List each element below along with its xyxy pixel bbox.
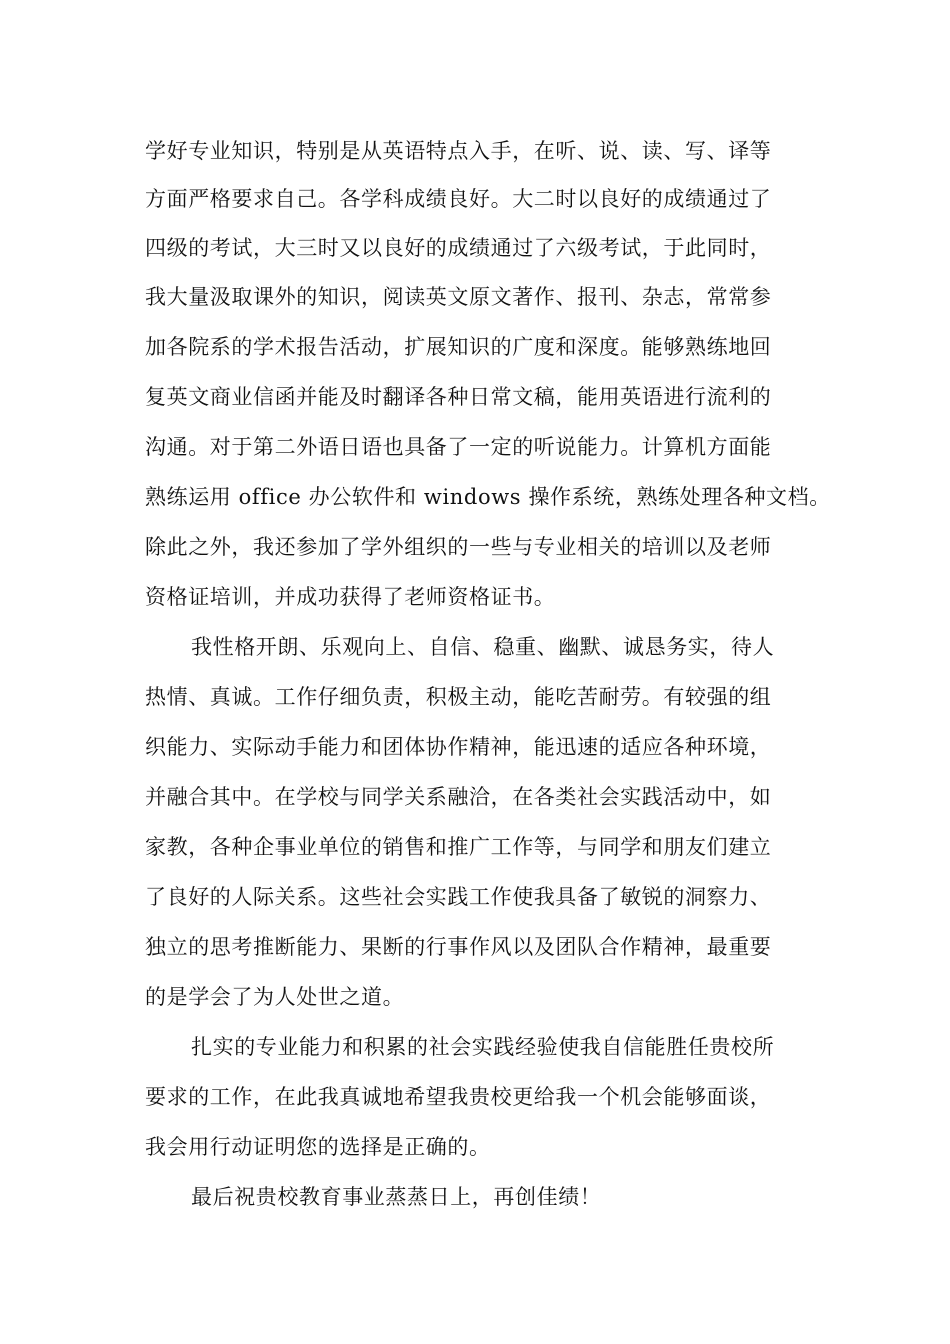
text-line: 织能力、实际动手能力和团体协作精神，能迅速的适应各种环境， <box>145 735 772 759</box>
text-line: 了良好的人际关系。这些社会实践工作使我具备了敏锐的洞察力、 <box>145 885 772 909</box>
text-line: 我大量汲取课外的知识，阅读英文原文著作、报刊、杂志，常常参 <box>145 285 772 309</box>
text-line: 并融合其中。在学校与同学关系融洽，在各类社会实践活动中，如 <box>145 785 772 809</box>
text-line: 资格证培训，并成功获得了老师资格证书。 <box>145 585 556 609</box>
text-line: 除此之外，我还参加了学外组织的一些与专业相关的培训以及老师 <box>145 535 772 559</box>
text-line: 热情、真诚。工作仔细负责，积极主动，能吃苦耐劳。有较强的组 <box>145 685 772 709</box>
paragraph-first-line: 扎实的专业能力和积累的社会实践经验使我自信能胜任贵校所 <box>191 1035 775 1059</box>
closing-line: 最后祝贵校教育事业蒸蒸日上，再创佳绩！ <box>191 1185 602 1209</box>
text-line: 我会用行动证明您的选择是正确的。 <box>145 1135 491 1159</box>
text-line: 沟通。对于第二外语日语也具备了一定的听说能力。计算机方面能 <box>145 435 772 459</box>
text-line: 加各院系的学术报告活动，扩展知识的广度和深度。能够熟练地回 <box>145 335 772 359</box>
text-line: 要求的工作，在此我真诚地希望我贵校更给我一个机会能够面谈， <box>145 1085 772 1109</box>
text-line: 熟练运用 office 办公软件和 windows 操作系统，熟练处理各种文档。 <box>145 485 831 509</box>
text-line: 四级的考试，大三时又以良好的成绩通过了六级考试，于此同时， <box>145 236 772 260</box>
text-line: 复英文商业信函并能及时翻译各种日常文稿，能用英语进行流利的 <box>145 385 772 409</box>
paragraph-first-line: 我性格开朗、乐观向上、自信、稳重、幽默、诚恳务实，待人 <box>191 635 775 659</box>
text-line: 的是学会了为人处世之道。 <box>145 985 405 1009</box>
text-line: 独立的思考推断能力、果断的行事作风以及团队合作精神，最重要 <box>145 935 772 959</box>
text-line: 方面严格要求自己。各学科成绩良好。大二时以良好的成绩通过了 <box>145 187 772 211</box>
text-line: 家教，各种企事业单位的销售和推广工作等，与同学和朋友们建立 <box>145 835 772 859</box>
text-line: 学好专业知识，特别是从英语特点入手，在听、说、读、写、译等 <box>145 139 772 163</box>
